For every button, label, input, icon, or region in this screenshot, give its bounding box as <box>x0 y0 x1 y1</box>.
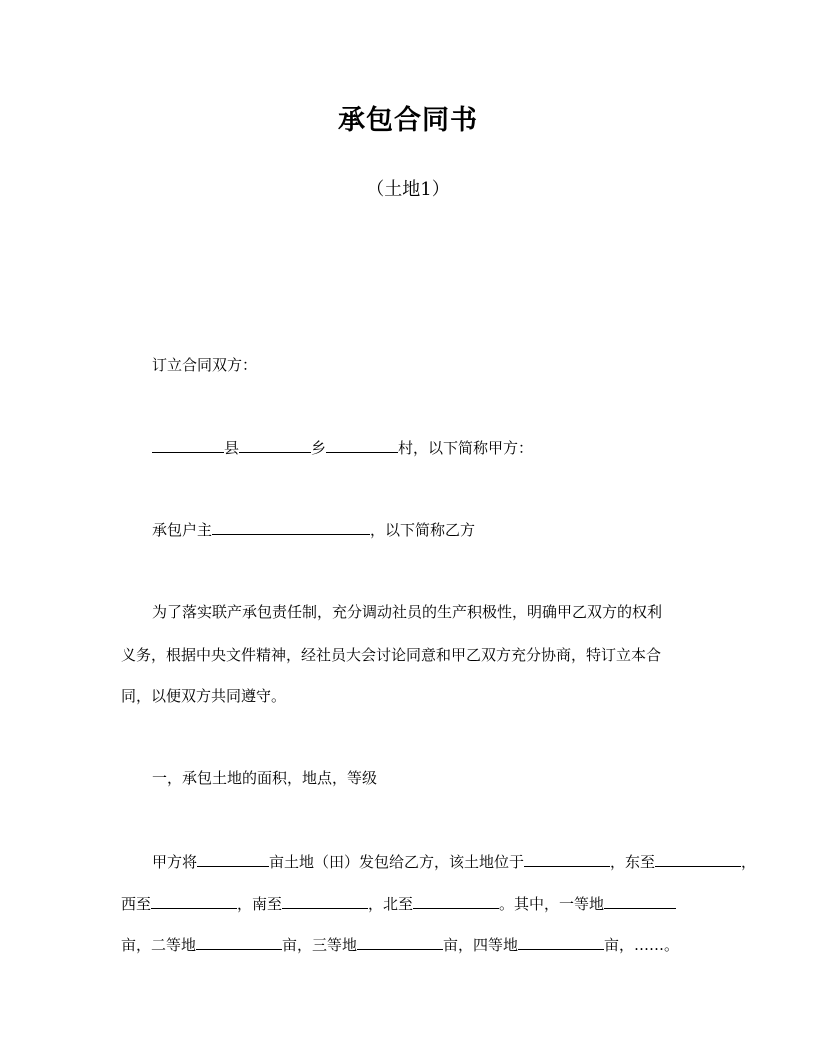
east-boundary-blank[interactable] <box>655 850 741 867</box>
text-segment: 亩，二等地 <box>121 936 197 954</box>
grade1-area-blank[interactable] <box>604 892 676 909</box>
party-b-line <box>152 518 475 542</box>
village-blank[interactable] <box>326 436 398 453</box>
grade2-area-blank[interactable] <box>196 933 282 950</box>
text-segment: 亩土地（田）发包给乙方，该土地位于 <box>269 853 525 871</box>
text-segment: 。其中，一等地 <box>499 895 605 913</box>
village-label: 村，以下简称甲方： <box>398 439 534 457</box>
text-segment: ，南至 <box>237 895 283 913</box>
section1-line-2 <box>121 892 676 916</box>
contractor-suffix: ，以下简称乙方 <box>370 521 476 539</box>
text-segment: 亩，三等地 <box>282 936 358 954</box>
parties-heading: 订立合同双方： <box>152 356 258 374</box>
party-a-line <box>152 436 533 460</box>
preamble-line-1: 为了落实联产承包责任制，充分调动社员的生产积极性，明确甲乙双方的权利 <box>152 603 663 621</box>
document-title: 承包合同书 <box>338 105 478 136</box>
preamble-line-3: 同，以便双方共同遵守。 <box>121 687 287 705</box>
section1-heading: 一，承包土地的面积，地点，等级 <box>152 769 378 787</box>
text-segment: 西至 <box>121 895 152 913</box>
contractor-name-blank[interactable] <box>212 518 370 535</box>
text-segment: 亩，……。 <box>604 936 680 954</box>
text-segment: 甲方将 <box>152 853 198 871</box>
grade4-area-blank[interactable] <box>518 933 604 950</box>
township-label: 乡 <box>311 439 327 457</box>
area-blank[interactable] <box>197 850 269 867</box>
township-blank[interactable] <box>239 436 311 453</box>
text-segment: 亩，四等地 <box>443 936 519 954</box>
text-segment: ， <box>741 853 757 871</box>
preamble-line-2: 义务，根据中央文件精神，经社员大会讨论同意和甲乙双方充分协商，特订立本合 <box>121 646 662 664</box>
grade3-area-blank[interactable] <box>357 933 443 950</box>
text-segment: ，东至 <box>610 853 656 871</box>
south-boundary-blank[interactable] <box>282 892 368 909</box>
county-label: 县 <box>224 439 240 457</box>
document-subtitle: （土地1） <box>366 179 450 200</box>
section1-line-1 <box>152 850 756 874</box>
contractor-prefix: 承包户主 <box>152 521 213 539</box>
county-blank[interactable] <box>152 436 224 453</box>
north-boundary-blank[interactable] <box>413 892 499 909</box>
location-blank[interactable] <box>524 850 610 867</box>
section1-line-3 <box>121 933 679 957</box>
west-boundary-blank[interactable] <box>151 892 237 909</box>
text-segment: ，北至 <box>368 895 414 913</box>
